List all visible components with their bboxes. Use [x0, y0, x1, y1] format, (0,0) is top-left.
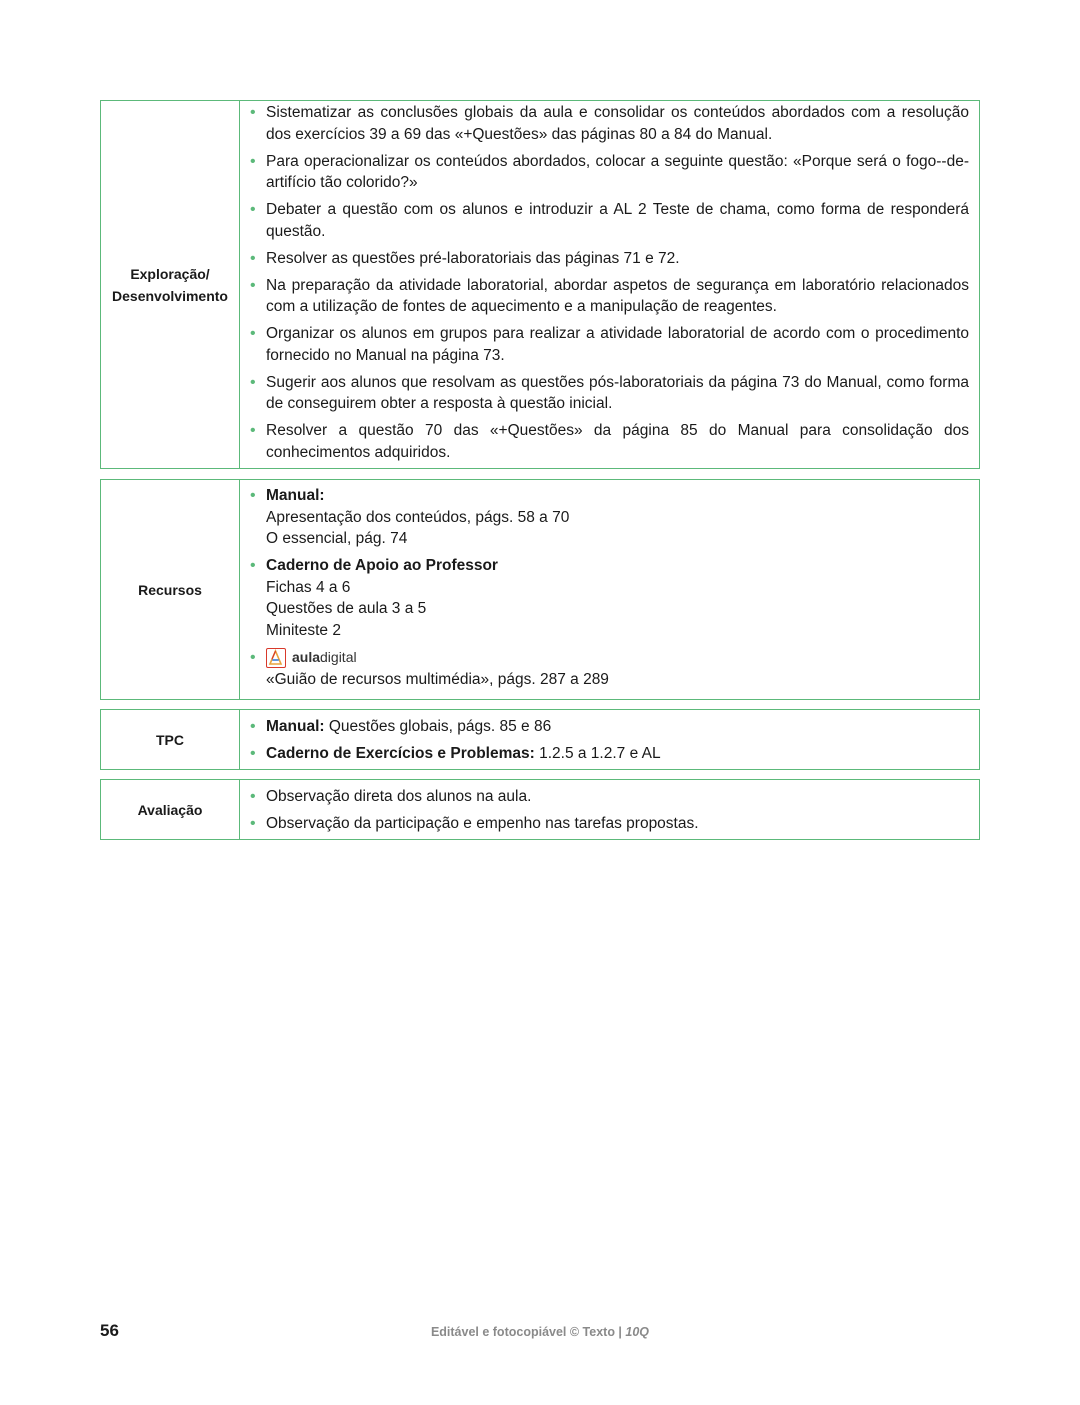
- footer-text-italic: 10Q: [625, 1325, 650, 1339]
- auladigital-wordmark: [292, 647, 357, 669]
- tpc-block: [100, 709, 980, 770]
- caderno-line: Fichas 4 a 6: [266, 578, 351, 596]
- tpc-list: [250, 716, 969, 765]
- list-item: • Observação da participação e empenho nas tarefas propostas.: [250, 813, 969, 835]
- exploracao-block: [100, 100, 980, 469]
- list-item: [250, 647, 969, 690]
- list-item: [250, 743, 969, 765]
- exploracao-label-line1: Exploração/: [130, 265, 210, 282]
- list-item: • Organizar os alunos em grupos para realizar a atividade laboratorial de acordo com o procedimento fornecido no Manual na página 73.: [250, 323, 969, 366]
- page-number: 56: [100, 1321, 119, 1340]
- footer-text-main: Editável e fotocopiável © Texto |: [430, 1325, 626, 1339]
- recursos-list: [250, 485, 969, 690]
- manual-line: Apresentação dos conteúdos, págs. 58 a 70: [266, 508, 570, 526]
- tpc-item-text: 1.2.5 a 1.2.7 e AL: [534, 744, 661, 762]
- list-item: • Observação direta dos alunos na aula.: [250, 786, 969, 808]
- recursos-label: Recursos: [101, 480, 240, 699]
- tpc-item-bold: Manual:: [266, 718, 325, 735]
- list-item: • Sugerir aos alunos que resolvam as questões pós-laboratoriais da página 73 do Manual, como forma de conseguirem obter a resposta à questão inicial.: [250, 372, 969, 415]
- avaliacao-block: [100, 779, 980, 840]
- auladigital-rest: digital: [320, 649, 357, 666]
- footer-copyright: [0, 1325, 1080, 1339]
- avaliacao-label: Avaliação: [101, 780, 240, 839]
- list-item: [250, 485, 969, 550]
- exploracao-label-line2: Desenvolvimento: [112, 287, 228, 304]
- caderno-title: Caderno de Apoio ao Professor: [266, 557, 498, 575]
- auladigital-icon: [266, 648, 286, 668]
- manual-title: Manual:: [266, 487, 325, 504]
- avaliacao-list: [250, 786, 969, 835]
- list-item: [250, 555, 969, 641]
- tpc-label: TPC: [101, 710, 240, 769]
- list-item: [250, 716, 969, 738]
- list-item: • Resolver a questão 70 das «+Questões» da página 85 do Manual para consolidação dos conhecimentos adquiridos.: [250, 420, 969, 463]
- tpc-item-bold: Caderno de Exercícios e Problemas:: [266, 744, 535, 762]
- auladigital-logo: [266, 647, 357, 669]
- exploracao-label: [101, 101, 240, 468]
- auladigital-bold: aula: [292, 649, 321, 666]
- caderno-line: Miniteste 2: [266, 621, 341, 639]
- recursos-block: [100, 479, 980, 700]
- list-item: • Debater a questão com os alunos e introduzir a AL 2 Teste de chama, como forma de responderá questão.: [250, 199, 969, 242]
- manual-line: O essencial, pág. 74: [266, 530, 408, 548]
- list-item: • Resolver as questões pré-laboratoriais das páginas 71 e 72.: [250, 248, 969, 270]
- exploracao-list: [250, 102, 969, 464]
- auladigital-line: «Guião de recursos multimédia», págs. 287 a 289: [266, 670, 609, 688]
- tpc-item-text: Questões globais, págs. 85 e 86: [324, 718, 552, 735]
- caderno-line: Questões de aula 3 a 5: [266, 600, 427, 618]
- list-item: • Sistematizar as conclusões globais da aula e consolidar os conteúdos abordados com a resolução dos exercícios 39 a 69 das «+Questões» das páginas 80 a 84 do Manual.: [250, 102, 969, 145]
- list-item: • Na preparação da atividade laboratorial, abordar aspetos de segurança em laboratório relacionados com a utilização de fontes de aquecimento e a manipulação de reagentes.: [250, 275, 969, 318]
- list-item: • Para operacionalizar os conteúdos abordados, colocar a seguinte questão: «Porque será o fogo--de-artifício tão colorido?»: [250, 151, 969, 194]
